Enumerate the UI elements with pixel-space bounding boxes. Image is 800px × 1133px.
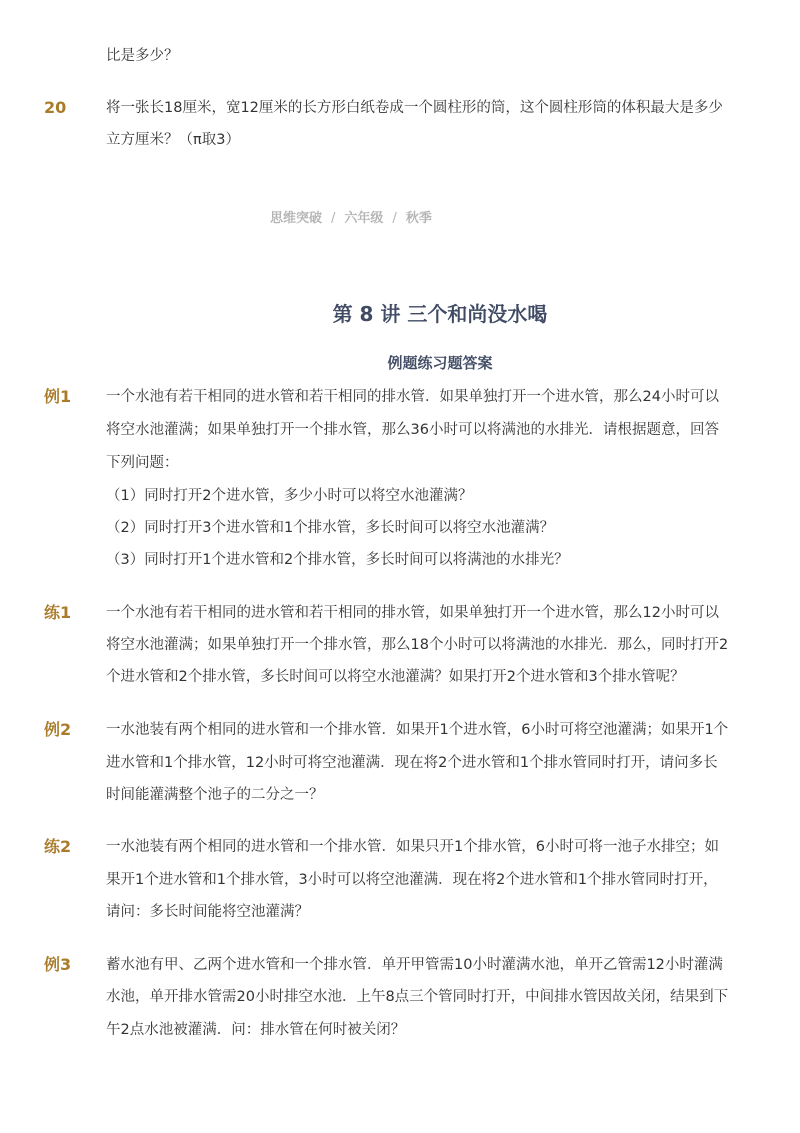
section-subtitle: 例题练习题答案: [387, 354, 493, 372]
item-line: 一水池装有两个相同的进水管和一个排水管．如果只开1个排水管，6小时可将一池子水排空；如: [106, 839, 719, 855]
item-line: 下列问题：: [106, 455, 179, 471]
item-line: 时间能灌满整个池子的二分之一？: [106, 787, 324, 803]
item-line: 个进水管和2个排水管，多长时间可以将空水池灌满？如果打开2个进水管和3个排水管呢？: [106, 669, 685, 685]
item-line: 一水池装有两个相同的进水管和一个排水管．如果开1个进水管，6小时可将空池灌满；如果开1个: [106, 722, 729, 738]
page-footer: [270, 207, 432, 226]
item-line: 请问：多长时间能将空池灌满？: [106, 904, 309, 920]
item-line: （2）同时打开3个进水管和1个排水管，多长时间可以将空水池灌满？: [106, 520, 555, 536]
item-line: （1）同时打开2个进水管，多少小时可以将空水池灌满？: [106, 488, 473, 504]
problem-number: 20: [44, 98, 67, 117]
problem-line: 立方厘米？（π取3）: [106, 132, 240, 148]
footer-separator: /: [331, 211, 336, 226]
item-line: 一个水池有若干相同的进水管和若干相同的排水管，如果单独打开一个进水管，那么12小时可以: [106, 605, 719, 621]
item-line: 果开1个进水管和1个排水管，3小时可以将空池灌满．现在将2个进水管和1个排水管同时打开，: [106, 872, 718, 888]
item-label: 例2: [44, 720, 72, 739]
item-line: （3）同时打开1个进水管和2个排水管，多长时间可以将满池的水排光？: [106, 552, 569, 568]
item-line: 水池，单开排水管需20小时排空水池．上午8点三个管同时打开，中间排水管因故关闭，结果到下: [106, 989, 729, 1005]
item-label: 例1: [44, 387, 72, 406]
item-label: 练1: [44, 603, 72, 622]
problem-19-tail: 比是多少？: [106, 48, 179, 64]
lecture-title: 第 8 讲 三个和尚没水喝: [332, 302, 548, 326]
item-line: 午2点水池被灌满．问：排水管在何时被关闭？: [106, 1022, 406, 1038]
item-line: 将空水池灌满；如果单独打开一个排水管，那么18个小时可以将满池的水排光．那么，同时打开2: [106, 637, 729, 653]
item-label: 例3: [44, 955, 72, 974]
footer-season: 秋季: [405, 211, 432, 226]
item-line: 将空水池灌满；如果单独打开一个排水管，那么36小时可以将满池的水排光．请根据题意，回答: [106, 422, 719, 438]
item-line: 进水管和1个排水管，12小时可将空池灌满．现在将2个进水管和1个排水管同时打开，请问多长: [106, 755, 718, 771]
footer-series: 思维突破: [270, 211, 323, 226]
item-line: 一个水池有若干相同的进水管和若干相同的排水管．如果单独打开一个进水管，那么24小时可以: [106, 389, 719, 405]
item-line: 蓄水池有甲、乙两个进水管和一个排水管．单开甲管需10小时灌满水池，单开乙管需12小时灌满: [106, 957, 723, 973]
footer-grade: 六年级: [344, 211, 384, 226]
footer-separator: /: [392, 211, 397, 226]
problem-line: 将一张长18厘米，宽12厘米的长方形白纸卷成一个圆柱形的筒，这个圆柱形筒的体积最大是多少: [106, 100, 723, 116]
item-label: 练2: [44, 837, 72, 856]
